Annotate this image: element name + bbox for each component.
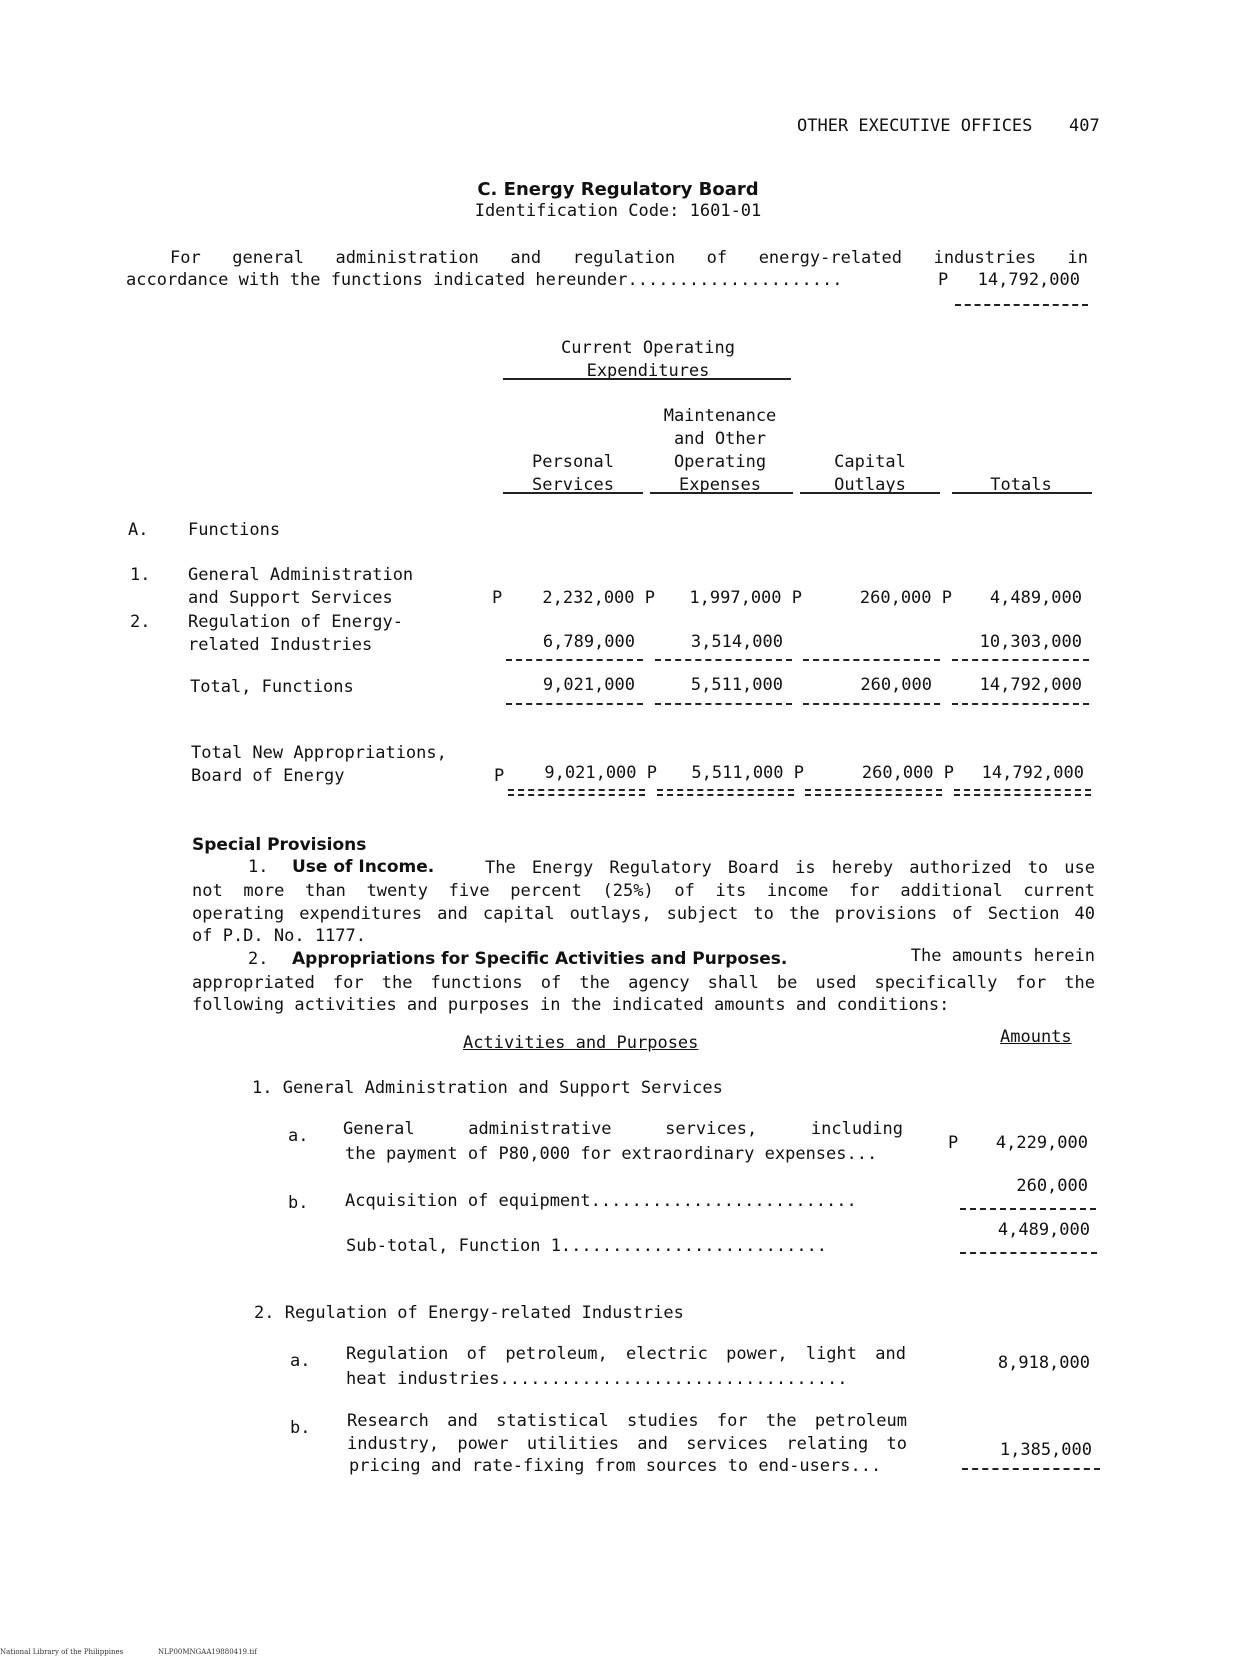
running-header-section: OTHER EXECUTIVE OFFICES bbox=[797, 116, 1033, 136]
function-2a-amount: 8,918,000 bbox=[997, 1353, 1090, 1373]
function-2b-amount: 1,385,000 bbox=[999, 1440, 1092, 1460]
total-rule-personal bbox=[506, 703, 643, 705]
provision-2-line-3: following activities and purposes in the indicated amounts and conditions: bbox=[192, 995, 950, 1015]
function-1-subtotal-amount: 4,489,000 bbox=[997, 1220, 1090, 1240]
total-rule-mooe bbox=[655, 703, 792, 705]
special-provisions-heading: Special Provisions bbox=[192, 835, 367, 855]
function-1a-letter: a. bbox=[288, 1126, 309, 1146]
amounts-column-header: Amounts bbox=[1000, 1027, 1072, 1047]
function-1a-amount: 4,229,000 bbox=[995, 1133, 1088, 1153]
provision-1-line-4: of P.D. No. 1177. bbox=[192, 926, 366, 946]
function-2a-line-1: Regulation of petroleum, electric power, light and bbox=[346, 1344, 906, 1364]
function-1b-amount: 260,000 bbox=[1016, 1176, 1088, 1196]
intro-line-2: accordance with the functions indicated hereunder..................... bbox=[126, 270, 843, 290]
provision-1-title: Use of Income. bbox=[292, 857, 435, 877]
total-rule-total bbox=[952, 703, 1089, 705]
grand-rule-total bbox=[954, 789, 1091, 796]
function-1b-rule bbox=[960, 1208, 1096, 1210]
total-functions-mooe: 5,511,000 bbox=[690, 675, 783, 695]
grand-rule-mooe bbox=[657, 789, 794, 796]
col-capital-line-2: Outlays bbox=[834, 475, 906, 495]
row1-currency: P bbox=[492, 588, 503, 608]
total-new-label-line-2: Board of Energy bbox=[191, 766, 345, 786]
row2-personal: 6,789,000 bbox=[542, 632, 635, 652]
intro-line-1: For general administration and regulation of energy-related industries in bbox=[170, 248, 1088, 268]
row2-label-line-1: Regulation of Energy- bbox=[188, 612, 403, 632]
total-functions-capital: 260,000 bbox=[860, 675, 932, 695]
agency-title: C. Energy Regulatory Board bbox=[477, 179, 759, 200]
grand-rule-personal bbox=[508, 789, 645, 796]
footer-file: NLP00MNGAA19880419.tif bbox=[158, 1648, 257, 1656]
col-mooe-rule bbox=[650, 492, 793, 494]
row2-mooe: 3,514,000 bbox=[690, 632, 783, 652]
row1-label-line-2: and Support Services bbox=[188, 588, 393, 608]
col-capital-line-1: Capital bbox=[834, 452, 906, 472]
total-functions-total: 14,792,000 bbox=[979, 675, 1082, 695]
col-mooe-line-3: Operating bbox=[673, 452, 767, 472]
total-functions-label: Total, Functions bbox=[190, 677, 354, 697]
provision-2-number: 2. bbox=[248, 949, 269, 969]
grand-rule-capital bbox=[805, 789, 942, 796]
page-number: 407 bbox=[1069, 116, 1100, 136]
function-2a-line-2: heat industries.................................. bbox=[346, 1369, 848, 1389]
subtotal-rule-personal bbox=[506, 659, 643, 661]
row2-number: 2. bbox=[130, 612, 151, 632]
total-new-label-line-1: Total New Appropriations, bbox=[191, 743, 447, 763]
function-1a-line-1: General administrative services, including bbox=[343, 1119, 903, 1139]
provision-1-line-1: The Energy Regulatory Board is hereby authorized to use bbox=[485, 858, 1095, 878]
total-functions-personal: 9,021,000 bbox=[542, 675, 635, 695]
section-label: Functions bbox=[188, 520, 281, 540]
col-capital-rule bbox=[800, 492, 940, 494]
provision-2-line-2: appropriated for the functions of the agency shall be used specifically for the bbox=[192, 973, 1095, 993]
group-header-line-1: Current Operating bbox=[561, 338, 735, 358]
col-personal-line-2: Services bbox=[532, 475, 614, 495]
function-1a-line-2: the payment of P80,000 for extraordinary expenses... bbox=[345, 1144, 878, 1164]
provision-2-title: Appropriations for Specific Activities and Purposes. bbox=[292, 949, 788, 969]
total-new-personal: 9,021,000 P bbox=[544, 763, 657, 783]
subtotal-rule-mooe bbox=[655, 659, 792, 661]
row1-label-line-1: General Administration bbox=[188, 565, 414, 585]
row1-number: 1. bbox=[130, 565, 151, 585]
function-1-subtotal-text: Sub-total, Function 1.......................... bbox=[346, 1236, 828, 1256]
intro-currency: P bbox=[938, 270, 949, 290]
row1-total: 4,489,000 bbox=[989, 588, 1082, 608]
provision-1-line-3: operating expenditures and capital outlays, subject to the provisions of Section 40 bbox=[192, 904, 1095, 924]
row1-mooe: 1,997,000 P bbox=[689, 588, 802, 608]
col-totals: Totals bbox=[990, 475, 1052, 495]
total-new-mooe: 5,511,000 P bbox=[691, 763, 804, 783]
col-mooe-line-1: Maintenance bbox=[663, 406, 777, 426]
group-header-rule bbox=[503, 378, 791, 380]
provision-1-number: 1. bbox=[248, 857, 269, 877]
col-totals-rule bbox=[952, 492, 1092, 494]
function-1a-currency: P bbox=[948, 1133, 959, 1153]
function-1-title: 1. General Administration and Support Services bbox=[252, 1078, 723, 1098]
function-2a-letter: a. bbox=[290, 1351, 311, 1371]
total-new-currency: P bbox=[494, 766, 505, 786]
function-2b-rule bbox=[962, 1468, 1100, 1470]
subtotal-rule-total bbox=[952, 659, 1089, 661]
footer-library: National Library of the Philippines bbox=[0, 1648, 124, 1656]
function-2b-letter: b. bbox=[290, 1418, 311, 1438]
col-personal-line-1: Personal bbox=[532, 452, 614, 472]
function-2b-line-3: pricing and rate-fixing from sources to end-users... bbox=[349, 1456, 882, 1476]
total-new-total: 14,792,000 bbox=[981, 763, 1084, 783]
col-personal-rule bbox=[503, 492, 643, 494]
function-1b-text: Acquisition of equipment.......................... bbox=[345, 1191, 857, 1211]
function-2b-line-1: Research and statistical studies for the petroleum bbox=[347, 1411, 907, 1431]
row1-capital: 260,000 P bbox=[859, 588, 952, 608]
col-mooe-line-2: and Other bbox=[673, 429, 767, 449]
subtotal-rule-capital bbox=[803, 659, 940, 661]
section-letter: A. bbox=[128, 520, 149, 540]
col-mooe-line-4: Expenses bbox=[679, 475, 761, 495]
function-1b-letter: b. bbox=[288, 1193, 309, 1213]
total-rule-capital bbox=[803, 703, 940, 705]
row1-personal: 2,232,000 P bbox=[542, 588, 655, 608]
function-2b-line-2: industry, power utilities and services relating to bbox=[347, 1434, 907, 1454]
group-header-line-2: Expenditures bbox=[586, 361, 710, 381]
intro-amount-rule bbox=[955, 304, 1088, 306]
identification-code: Identification Code: 1601-01 bbox=[474, 201, 762, 221]
intro-amount: 14,792,000 bbox=[977, 270, 1080, 290]
function-2-title: 2. Regulation of Energy-related Industries bbox=[254, 1303, 684, 1323]
row2-total: 10,303,000 bbox=[979, 632, 1082, 652]
provision-2-line-1: The amounts herein bbox=[910, 946, 1095, 966]
activities-column-header: Activities and Purposes bbox=[463, 1033, 699, 1053]
row2-label-line-2: related Industries bbox=[188, 635, 373, 655]
total-new-capital: 260,000 P bbox=[861, 763, 954, 783]
function-1-subtotal-rule bbox=[960, 1252, 1097, 1254]
provision-1-line-2: not more than twenty five percent (25%) of its income for additional current bbox=[192, 881, 1095, 901]
